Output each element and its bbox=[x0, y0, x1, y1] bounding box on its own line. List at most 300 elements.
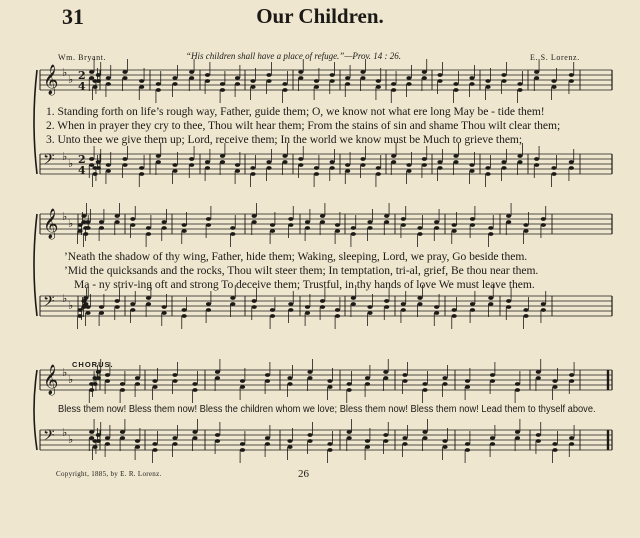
note-head bbox=[192, 382, 197, 386]
note-head bbox=[453, 160, 458, 164]
note-head bbox=[490, 436, 495, 440]
note-head bbox=[288, 217, 293, 221]
note-head bbox=[351, 226, 356, 230]
note-head bbox=[220, 160, 225, 164]
note-head bbox=[490, 379, 495, 383]
note-head bbox=[365, 382, 370, 386]
note-head bbox=[230, 232, 235, 236]
note-head bbox=[422, 382, 427, 386]
note-head bbox=[437, 73, 442, 77]
note-head bbox=[135, 382, 140, 386]
note-head bbox=[384, 214, 389, 218]
note-head bbox=[89, 157, 94, 161]
note-head bbox=[365, 445, 370, 449]
note-head bbox=[501, 160, 506, 164]
treble-clef-icon: 𝄞 bbox=[43, 65, 59, 95]
note-head bbox=[402, 373, 407, 377]
note-head bbox=[442, 376, 447, 380]
note-head bbox=[307, 376, 312, 380]
note-head bbox=[469, 169, 474, 173]
note-head bbox=[330, 73, 335, 77]
note-head bbox=[434, 220, 439, 224]
verse-1-line-2: ’Neath the shadow of thy wing, Father, hide them; Waking, sleeping, Lord, we pray, Go beside them. bbox=[64, 250, 528, 263]
note-head bbox=[215, 439, 220, 443]
note-head bbox=[135, 376, 140, 380]
page-number: 26 bbox=[298, 468, 309, 480]
note-head bbox=[135, 445, 140, 449]
note-head bbox=[250, 79, 255, 83]
note-head bbox=[402, 436, 407, 440]
note-head bbox=[206, 302, 211, 306]
note-head bbox=[347, 430, 352, 434]
note-head bbox=[376, 85, 381, 89]
note-head bbox=[220, 82, 225, 86]
note-head bbox=[569, 436, 574, 440]
note-head bbox=[307, 433, 312, 437]
note-head bbox=[172, 442, 177, 446]
note-head bbox=[470, 302, 475, 306]
note-head bbox=[240, 379, 245, 383]
note-head bbox=[99, 226, 104, 230]
note-head bbox=[77, 314, 82, 318]
note-head bbox=[266, 79, 271, 83]
note-head bbox=[250, 172, 255, 176]
note-head bbox=[96, 439, 101, 443]
flat-icon: ♭ bbox=[68, 217, 74, 230]
note-head bbox=[569, 166, 574, 170]
flat-icon: ♭ bbox=[68, 433, 74, 446]
note-head bbox=[240, 385, 245, 389]
verse-3-line-1: 3. Unto thee we give them up; Lord, receive them; In the world we know must be Much to grieve them; bbox=[46, 133, 523, 146]
note-head bbox=[551, 85, 556, 89]
note-head bbox=[77, 229, 82, 233]
note-head bbox=[156, 154, 161, 158]
note-head bbox=[146, 232, 151, 236]
note-head bbox=[83, 302, 88, 306]
note-head bbox=[152, 385, 157, 389]
note-head bbox=[230, 302, 235, 306]
note-head bbox=[490, 442, 495, 446]
note-head bbox=[96, 376, 101, 380]
note-head bbox=[172, 169, 177, 173]
note-head bbox=[89, 163, 94, 167]
note-head bbox=[536, 439, 541, 443]
note-head bbox=[298, 76, 303, 80]
flat-icon: ♭ bbox=[62, 366, 68, 379]
note-head bbox=[146, 302, 151, 306]
note-head bbox=[235, 163, 240, 167]
note-head bbox=[288, 223, 293, 227]
note-head bbox=[89, 436, 94, 440]
note-head bbox=[130, 308, 135, 312]
time-signature-bottom: 4 bbox=[78, 80, 86, 93]
note-head bbox=[106, 82, 111, 86]
note-head bbox=[172, 163, 177, 167]
note-head bbox=[569, 73, 574, 77]
note-head bbox=[266, 73, 271, 77]
note-head bbox=[490, 373, 495, 377]
note-head bbox=[192, 430, 197, 434]
note-head bbox=[552, 385, 557, 389]
note-head bbox=[106, 169, 111, 173]
bass-clef-icon: 𝄢 bbox=[43, 427, 55, 448]
note-head bbox=[452, 314, 457, 318]
note-head bbox=[122, 163, 127, 167]
note-head bbox=[115, 299, 120, 303]
note-head bbox=[383, 439, 388, 443]
note-head bbox=[287, 445, 292, 449]
note-head bbox=[189, 163, 194, 167]
note-head bbox=[270, 229, 275, 233]
note-head bbox=[77, 223, 82, 227]
bass-clef-icon: 𝄢 bbox=[43, 151, 55, 172]
note-head bbox=[506, 305, 511, 309]
note-head bbox=[235, 76, 240, 80]
note-head bbox=[77, 308, 82, 312]
note-head bbox=[92, 445, 97, 449]
note-head bbox=[417, 302, 422, 306]
note-head bbox=[488, 296, 493, 300]
note-head bbox=[156, 82, 161, 86]
note-head bbox=[215, 376, 220, 380]
note-head bbox=[327, 442, 332, 446]
note-head bbox=[282, 88, 287, 92]
note-head bbox=[99, 220, 104, 224]
note-head bbox=[453, 82, 458, 86]
note-head bbox=[517, 82, 522, 86]
note-head bbox=[152, 442, 157, 446]
flat-icon: ♭ bbox=[62, 292, 68, 305]
note-head bbox=[534, 163, 539, 167]
note-head bbox=[437, 166, 442, 170]
note-head bbox=[442, 445, 447, 449]
note-head bbox=[320, 305, 325, 309]
note-head bbox=[282, 82, 287, 86]
note-head bbox=[192, 388, 197, 392]
system-brace bbox=[34, 214, 37, 316]
note-head bbox=[96, 160, 101, 164]
note-head bbox=[122, 76, 127, 80]
note-head bbox=[206, 217, 211, 221]
note-head bbox=[485, 166, 490, 170]
note-head bbox=[515, 382, 520, 386]
note-head bbox=[192, 436, 197, 440]
note-head bbox=[536, 370, 541, 374]
note-head bbox=[92, 85, 97, 89]
note-head bbox=[287, 439, 292, 443]
note-head bbox=[523, 314, 528, 318]
note-head bbox=[220, 88, 225, 92]
copyright-notice: Copyright, 1885, by E. R. Lorenz. bbox=[56, 470, 162, 478]
note-head bbox=[162, 226, 167, 230]
note-head bbox=[85, 311, 90, 315]
note-head bbox=[120, 436, 125, 440]
note-head bbox=[305, 226, 310, 230]
system-brace bbox=[34, 370, 37, 450]
note-head bbox=[106, 76, 111, 80]
chorus-lyrics: Bless them now! Bless them now! Bless the children whom we love; Bless them now! Bless them now! Lead them to thyself above. bbox=[58, 404, 596, 415]
note-head bbox=[83, 226, 88, 230]
note-head bbox=[307, 370, 312, 374]
chorus-heading: CHORUS. bbox=[72, 360, 114, 369]
system-brace bbox=[34, 70, 37, 174]
note-head bbox=[470, 223, 475, 227]
note-head bbox=[383, 376, 388, 380]
note-head bbox=[122, 70, 127, 74]
note-head bbox=[452, 308, 457, 312]
note-head bbox=[488, 302, 493, 306]
note-head bbox=[406, 82, 411, 86]
note-head bbox=[506, 299, 511, 303]
note-head bbox=[384, 299, 389, 303]
note-head bbox=[485, 79, 490, 83]
note-head bbox=[452, 223, 457, 227]
hymn-title: Our Children. bbox=[256, 4, 384, 28]
scripture-epigraph: “His children shall have a place of refuge.”—Prov. 14 : 26. bbox=[186, 51, 402, 61]
note-head bbox=[265, 379, 270, 383]
note-head bbox=[569, 160, 574, 164]
note-head bbox=[220, 154, 225, 158]
note-head bbox=[434, 305, 439, 309]
note-head bbox=[552, 379, 557, 383]
note-head bbox=[115, 220, 120, 224]
note-head bbox=[287, 376, 292, 380]
note-head bbox=[376, 166, 381, 170]
note-head bbox=[465, 442, 470, 446]
note-head bbox=[89, 70, 94, 74]
note-head bbox=[465, 379, 470, 383]
note-head bbox=[422, 76, 427, 80]
note-head bbox=[383, 370, 388, 374]
flat-icon: ♭ bbox=[68, 299, 74, 312]
note-head bbox=[265, 436, 270, 440]
flat-icon: ♭ bbox=[68, 373, 74, 386]
note-head bbox=[406, 169, 411, 173]
note-head bbox=[106, 163, 111, 167]
note-head bbox=[345, 163, 350, 167]
note-head bbox=[422, 436, 427, 440]
note-head bbox=[422, 70, 427, 74]
note-head bbox=[470, 217, 475, 221]
note-head bbox=[422, 163, 427, 167]
note-head bbox=[376, 79, 381, 83]
note-head bbox=[367, 220, 372, 224]
note-head bbox=[205, 166, 210, 170]
note-head bbox=[139, 172, 144, 176]
note-head bbox=[384, 305, 389, 309]
note-head bbox=[534, 157, 539, 161]
note-head bbox=[551, 166, 556, 170]
note-head bbox=[298, 157, 303, 161]
note-head bbox=[517, 88, 522, 92]
author-credit: Wm. Bryant. bbox=[58, 53, 107, 62]
note-head bbox=[569, 379, 574, 383]
note-head bbox=[401, 217, 406, 221]
note-head bbox=[442, 439, 447, 443]
note-head bbox=[569, 442, 574, 446]
note-head bbox=[240, 442, 245, 446]
note-head bbox=[288, 302, 293, 306]
note-head bbox=[335, 314, 340, 318]
note-head bbox=[235, 82, 240, 86]
note-head bbox=[501, 166, 506, 170]
note-head bbox=[189, 157, 194, 161]
note-head bbox=[402, 442, 407, 446]
note-head bbox=[434, 226, 439, 230]
note-head bbox=[266, 166, 271, 170]
note-head bbox=[152, 448, 157, 452]
note-head bbox=[422, 430, 427, 434]
note-head bbox=[437, 79, 442, 83]
note-head bbox=[485, 172, 490, 176]
note-head bbox=[541, 223, 546, 227]
note-head bbox=[182, 229, 187, 233]
note-head bbox=[534, 70, 539, 74]
note-head bbox=[99, 311, 104, 315]
note-head bbox=[345, 169, 350, 173]
note-head bbox=[205, 73, 210, 77]
note-head bbox=[135, 439, 140, 443]
note-head bbox=[99, 305, 104, 309]
note-head bbox=[122, 157, 127, 161]
note-head bbox=[501, 73, 506, 77]
note-head bbox=[517, 160, 522, 164]
note-head bbox=[541, 302, 546, 306]
note-head bbox=[205, 79, 210, 83]
note-head bbox=[391, 154, 396, 158]
note-head bbox=[96, 79, 101, 83]
note-head bbox=[345, 76, 350, 80]
note-head bbox=[569, 79, 574, 83]
note-head bbox=[172, 379, 177, 383]
note-head bbox=[320, 220, 325, 224]
note-head bbox=[162, 311, 167, 315]
note-head bbox=[146, 296, 151, 300]
note-head bbox=[335, 229, 340, 233]
note-head bbox=[488, 232, 493, 236]
note-head bbox=[189, 70, 194, 74]
flat-icon: ♭ bbox=[62, 150, 68, 163]
note-head bbox=[270, 308, 275, 312]
flat-icon: ♭ bbox=[62, 426, 68, 439]
note-head bbox=[470, 308, 475, 312]
note-head bbox=[453, 154, 458, 158]
note-head bbox=[335, 308, 340, 312]
note-head bbox=[434, 311, 439, 315]
composer-credit: E. S. Lorenz. bbox=[530, 53, 580, 62]
note-head bbox=[92, 382, 97, 386]
note-head bbox=[347, 388, 352, 392]
note-head bbox=[250, 166, 255, 170]
note-head bbox=[130, 302, 135, 306]
note-head bbox=[83, 232, 88, 236]
note-head bbox=[96, 73, 101, 77]
note-head bbox=[314, 85, 319, 89]
note-head bbox=[265, 373, 270, 377]
note-head bbox=[376, 172, 381, 176]
note-head bbox=[314, 172, 319, 176]
time-signature-top: 2 bbox=[78, 69, 86, 82]
note-head bbox=[406, 163, 411, 167]
note-head bbox=[534, 76, 539, 80]
note-head bbox=[452, 229, 457, 233]
note-head bbox=[146, 226, 151, 230]
note-head bbox=[401, 302, 406, 306]
note-head bbox=[501, 79, 506, 83]
note-head bbox=[351, 232, 356, 236]
note-head bbox=[189, 76, 194, 80]
treble-clef-icon: 𝄞 bbox=[43, 365, 59, 395]
verse-2-line-1: 2. When in prayer they cry to thee, Thou wilt hear them; From the stains of sin and shame Thou wilt clear them; bbox=[46, 119, 561, 132]
note-head bbox=[162, 220, 167, 224]
note-head bbox=[89, 388, 94, 392]
note-head bbox=[360, 76, 365, 80]
note-head bbox=[401, 308, 406, 312]
note-head bbox=[182, 308, 187, 312]
note-head bbox=[320, 214, 325, 218]
flat-icon: ♭ bbox=[62, 66, 68, 79]
note-head bbox=[172, 82, 177, 86]
note-head bbox=[96, 166, 101, 170]
note-head bbox=[139, 79, 144, 83]
note-head bbox=[252, 305, 257, 309]
note-head bbox=[402, 379, 407, 383]
note-head bbox=[391, 82, 396, 86]
note-head bbox=[89, 76, 94, 80]
note-head bbox=[541, 308, 546, 312]
note-head bbox=[215, 433, 220, 437]
note-head bbox=[365, 439, 370, 443]
note-head bbox=[130, 223, 135, 227]
note-head bbox=[551, 79, 556, 83]
note-head bbox=[282, 160, 287, 164]
note-head bbox=[130, 217, 135, 221]
note-head bbox=[252, 214, 257, 218]
note-head bbox=[367, 305, 372, 309]
note-head bbox=[422, 157, 427, 161]
note-head bbox=[206, 223, 211, 227]
note-head bbox=[298, 70, 303, 74]
note-head bbox=[523, 223, 528, 227]
note-head bbox=[156, 160, 161, 164]
note-head bbox=[288, 308, 293, 312]
note-head bbox=[401, 223, 406, 227]
note-head bbox=[215, 370, 220, 374]
note-head bbox=[391, 160, 396, 164]
note-head bbox=[365, 376, 370, 380]
note-head bbox=[506, 220, 511, 224]
note-head bbox=[384, 220, 389, 224]
note-head bbox=[417, 226, 422, 230]
note-head bbox=[327, 448, 332, 452]
note-head bbox=[469, 76, 474, 80]
note-head bbox=[314, 79, 319, 83]
time-signature-bottom: 4 bbox=[78, 164, 86, 177]
note-head bbox=[469, 163, 474, 167]
hymn-number: 31 bbox=[62, 4, 84, 29]
note-head bbox=[552, 448, 557, 452]
note-head bbox=[517, 154, 522, 158]
note-head bbox=[172, 373, 177, 377]
note-head bbox=[360, 163, 365, 167]
flat-icon: ♭ bbox=[68, 157, 74, 170]
note-head bbox=[351, 302, 356, 306]
time-signature-top: 2 bbox=[78, 153, 86, 166]
verse-1-line-1: 1. Standing forth on life’s rough way, Father, guide them; O, we know not what ere long May be - tide them! bbox=[46, 105, 545, 118]
note-head bbox=[488, 226, 493, 230]
note-head bbox=[345, 82, 350, 86]
note-head bbox=[230, 296, 235, 300]
